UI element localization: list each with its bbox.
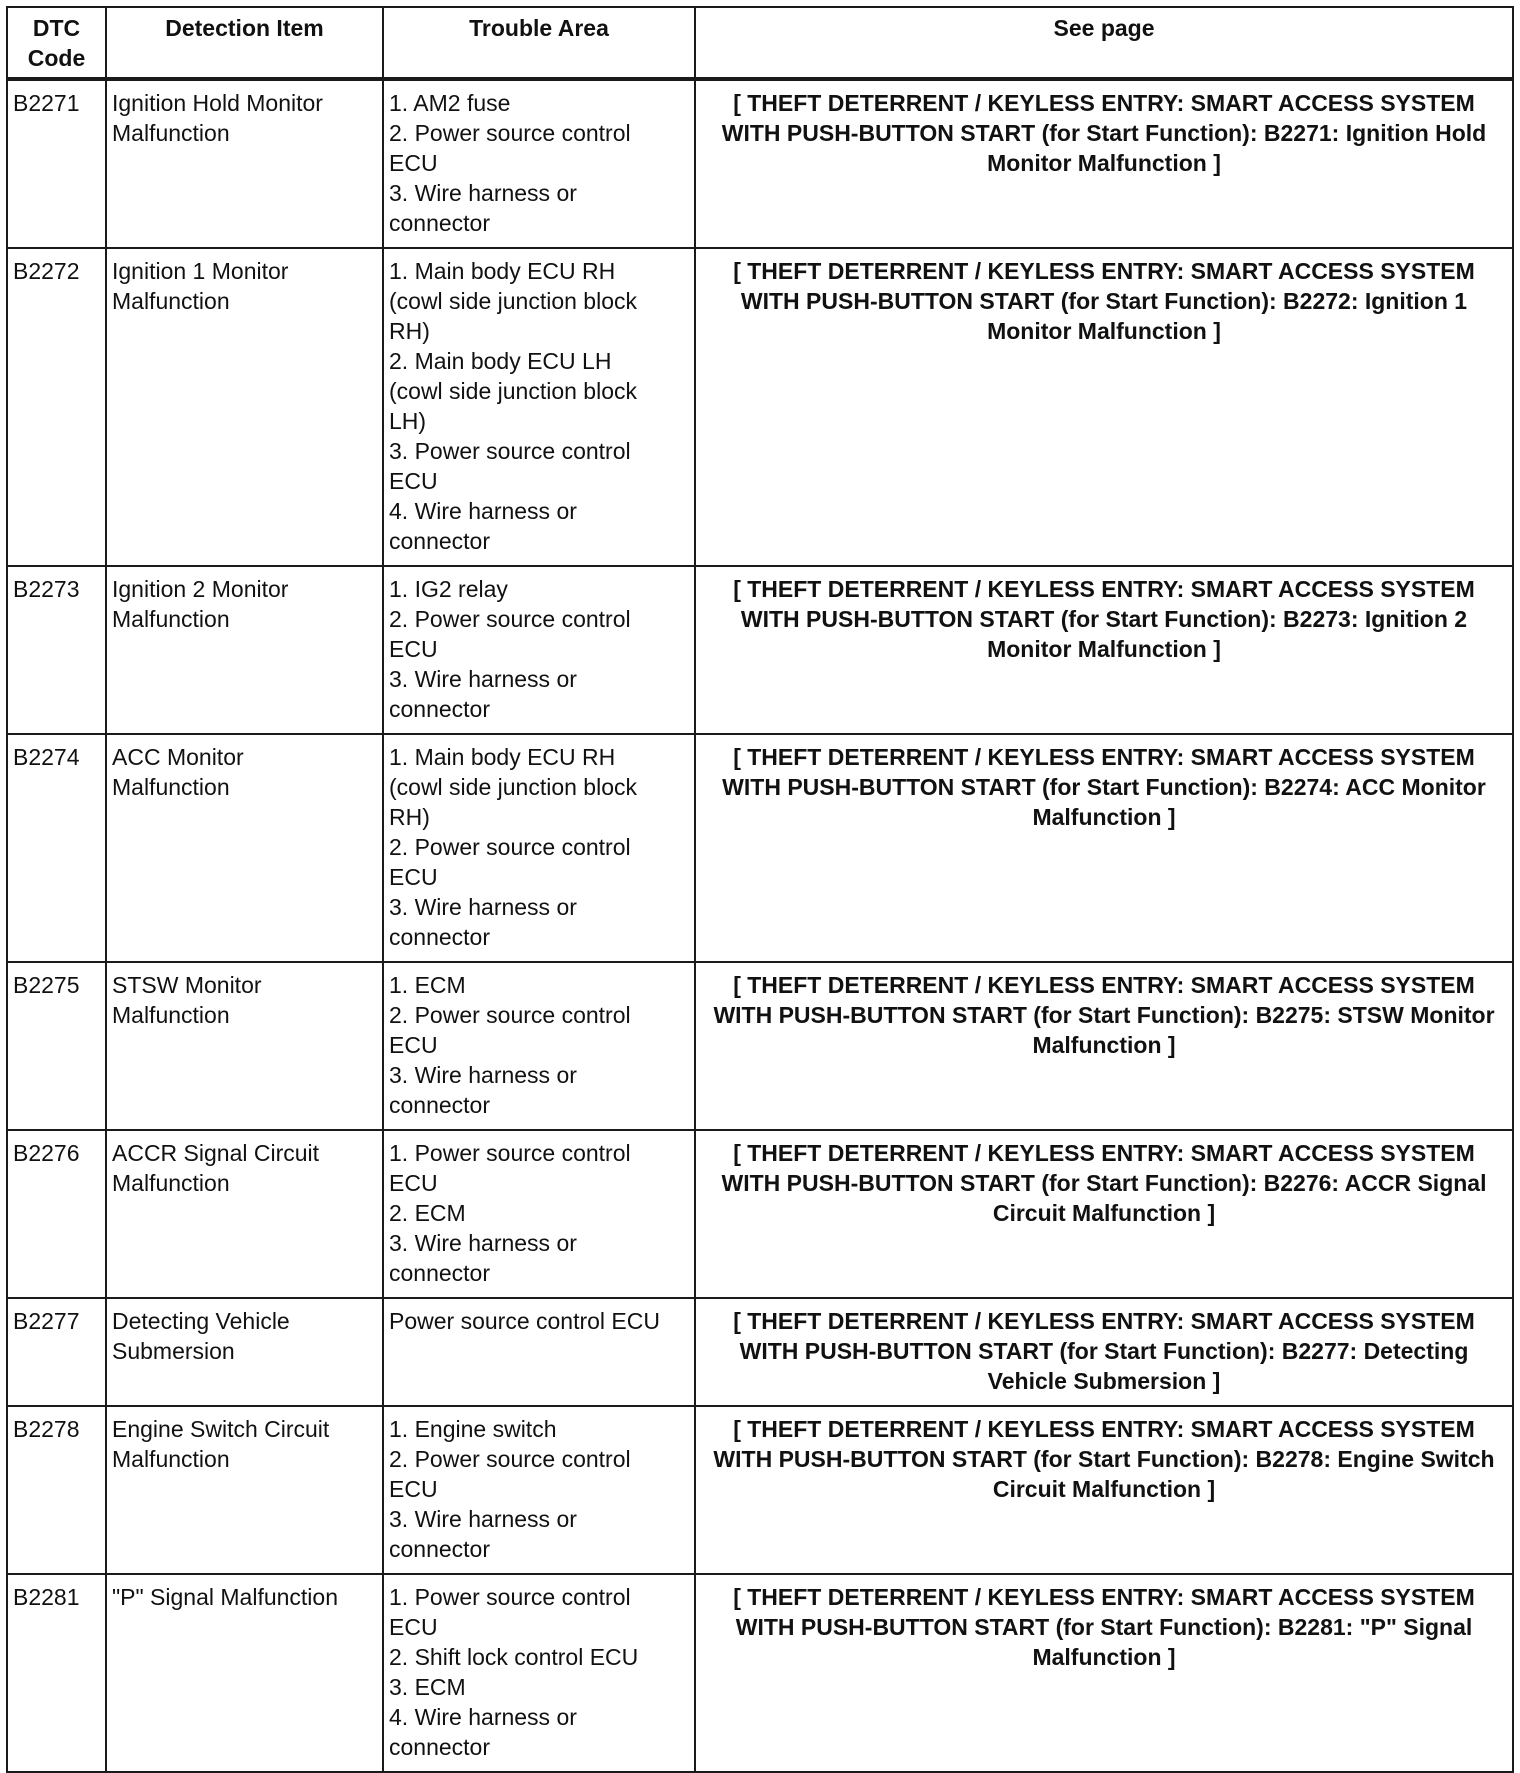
dtc-code-cell: B2273: [7, 566, 106, 734]
see-page-link[interactable]: [ THEFT DETERRENT / KEYLESS ENTRY: SMART ACCESS SYSTEM WITH PUSH-BUTTON START (for Start Function): B2273: Ignition 2 Monitor Malfunction ]: [695, 566, 1513, 734]
trouble-area-cell: Power source control ECU: [383, 1298, 695, 1406]
table-row: [7, 962, 1513, 1130]
detection-item-cell: "P" Signal Malfunction: [106, 1574, 383, 1772]
dtc-code-cell: B2272: [7, 248, 106, 566]
dtc-code-cell: B2278: [7, 1406, 106, 1574]
see-page-link[interactable]: [ THEFT DETERRENT / KEYLESS ENTRY: SMART ACCESS SYSTEM WITH PUSH-BUTTON START (for Start Function): B2278: Engine Switch Circuit Malfunction ]: [695, 1406, 1513, 1574]
detection-item-cell: STSW Monitor Malfunction: [106, 962, 383, 1130]
trouble-area-cell: 1. AM2 fuse 2. Power source control ECU 3. Wire harness or connector: [383, 79, 695, 248]
dtc-code-cell: B2277: [7, 1298, 106, 1406]
detection-item-cell: Detecting Vehicle Submersion: [106, 1298, 383, 1406]
header-row: [7, 7, 1513, 79]
detection-item-cell: Ignition 1 Monitor Malfunction: [106, 248, 383, 566]
see-page-link[interactable]: [ THEFT DETERRENT / KEYLESS ENTRY: SMART ACCESS SYSTEM WITH PUSH-BUTTON START (for Start Function): B2277: Detecting Vehicle Submersion ]: [695, 1298, 1513, 1406]
table-row: [7, 566, 1513, 734]
see-page-link[interactable]: [ THEFT DETERRENT / KEYLESS ENTRY: SMART ACCESS SYSTEM WITH PUSH-BUTTON START (for Start Function): B2276: ACCR Signal Circuit Malfunction ]: [695, 1130, 1513, 1298]
table-row: [7, 1130, 1513, 1298]
table-row: [7, 248, 1513, 566]
trouble-area-cell: 1. Engine switch 2. Power source control ECU 3. Wire harness or connector: [383, 1406, 695, 1574]
detection-item-cell: Engine Switch Circuit Malfunction: [106, 1406, 383, 1574]
table-row: [7, 1574, 1513, 1772]
header-dtc-code: DTC Code: [7, 7, 106, 79]
table-body: [7, 79, 1513, 1772]
see-page-link[interactable]: [ THEFT DETERRENT / KEYLESS ENTRY: SMART ACCESS SYSTEM WITH PUSH-BUTTON START (for Start Function): B2281: "P" Signal Malfunction ]: [695, 1574, 1513, 1772]
detection-item-cell: Ignition Hold Monitor Malfunction: [106, 79, 383, 248]
dtc-code-cell: B2276: [7, 1130, 106, 1298]
trouble-area-cell: 1. Main body ECU RH (cowl side junction block RH) 2. Main body ECU LH (cowl side junction block LH) 3. Power source control ECU 4. Wire harness or connector: [383, 248, 695, 566]
see-page-link[interactable]: [ THEFT DETERRENT / KEYLESS ENTRY: SMART ACCESS SYSTEM WITH PUSH-BUTTON START (for Start Function): B2271: Ignition Hold Monitor Malfunction ]: [695, 79, 1513, 248]
dtc-code-cell: B2281: [7, 1574, 106, 1772]
see-page-link[interactable]: [ THEFT DETERRENT / KEYLESS ENTRY: SMART ACCESS SYSTEM WITH PUSH-BUTTON START (for Start Function): B2275: STSW Monitor Malfunction ]: [695, 962, 1513, 1130]
see-page-link[interactable]: [ THEFT DETERRENT / KEYLESS ENTRY: SMART ACCESS SYSTEM WITH PUSH-BUTTON START (for Start Function): B2274: ACC Monitor Malfunction ]: [695, 734, 1513, 962]
trouble-area-cell: 1. Main body ECU RH (cowl side junction block RH) 2. Power source control ECU 3. Wire harness or connector: [383, 734, 695, 962]
detection-item-cell: ACC Monitor Malfunction: [106, 734, 383, 962]
trouble-area-cell: 1. ECM 2. Power source control ECU 3. Wire harness or connector: [383, 962, 695, 1130]
table-row: [7, 79, 1513, 248]
table-row: [7, 1298, 1513, 1406]
table-row: [7, 1406, 1513, 1574]
table-row: [7, 734, 1513, 962]
table-header: [7, 7, 1513, 79]
detection-item-cell: Ignition 2 Monitor Malfunction: [106, 566, 383, 734]
header-trouble-area: Trouble Area: [383, 7, 695, 79]
dtc-code-cell: B2275: [7, 962, 106, 1130]
dtc-code-cell: B2271: [7, 79, 106, 248]
trouble-area-cell: 1. Power source control ECU 2. ECM 3. Wire harness or connector: [383, 1130, 695, 1298]
detection-item-cell: ACCR Signal Circuit Malfunction: [106, 1130, 383, 1298]
see-page-link[interactable]: [ THEFT DETERRENT / KEYLESS ENTRY: SMART ACCESS SYSTEM WITH PUSH-BUTTON START (for Start Function): B2272: Ignition 1 Monitor Malfunction ]: [695, 248, 1513, 566]
header-detection-item: Detection Item: [106, 7, 383, 79]
trouble-area-cell: 1. IG2 relay 2. Power source control ECU 3. Wire harness or connector: [383, 566, 695, 734]
header-see-page: See page: [695, 7, 1513, 79]
dtc-code-cell: B2274: [7, 734, 106, 962]
trouble-area-cell: 1. Power source control ECU 2. Shift lock control ECU 3. ECM 4. Wire harness or connector: [383, 1574, 695, 1772]
dtc-table: [6, 6, 1514, 1773]
